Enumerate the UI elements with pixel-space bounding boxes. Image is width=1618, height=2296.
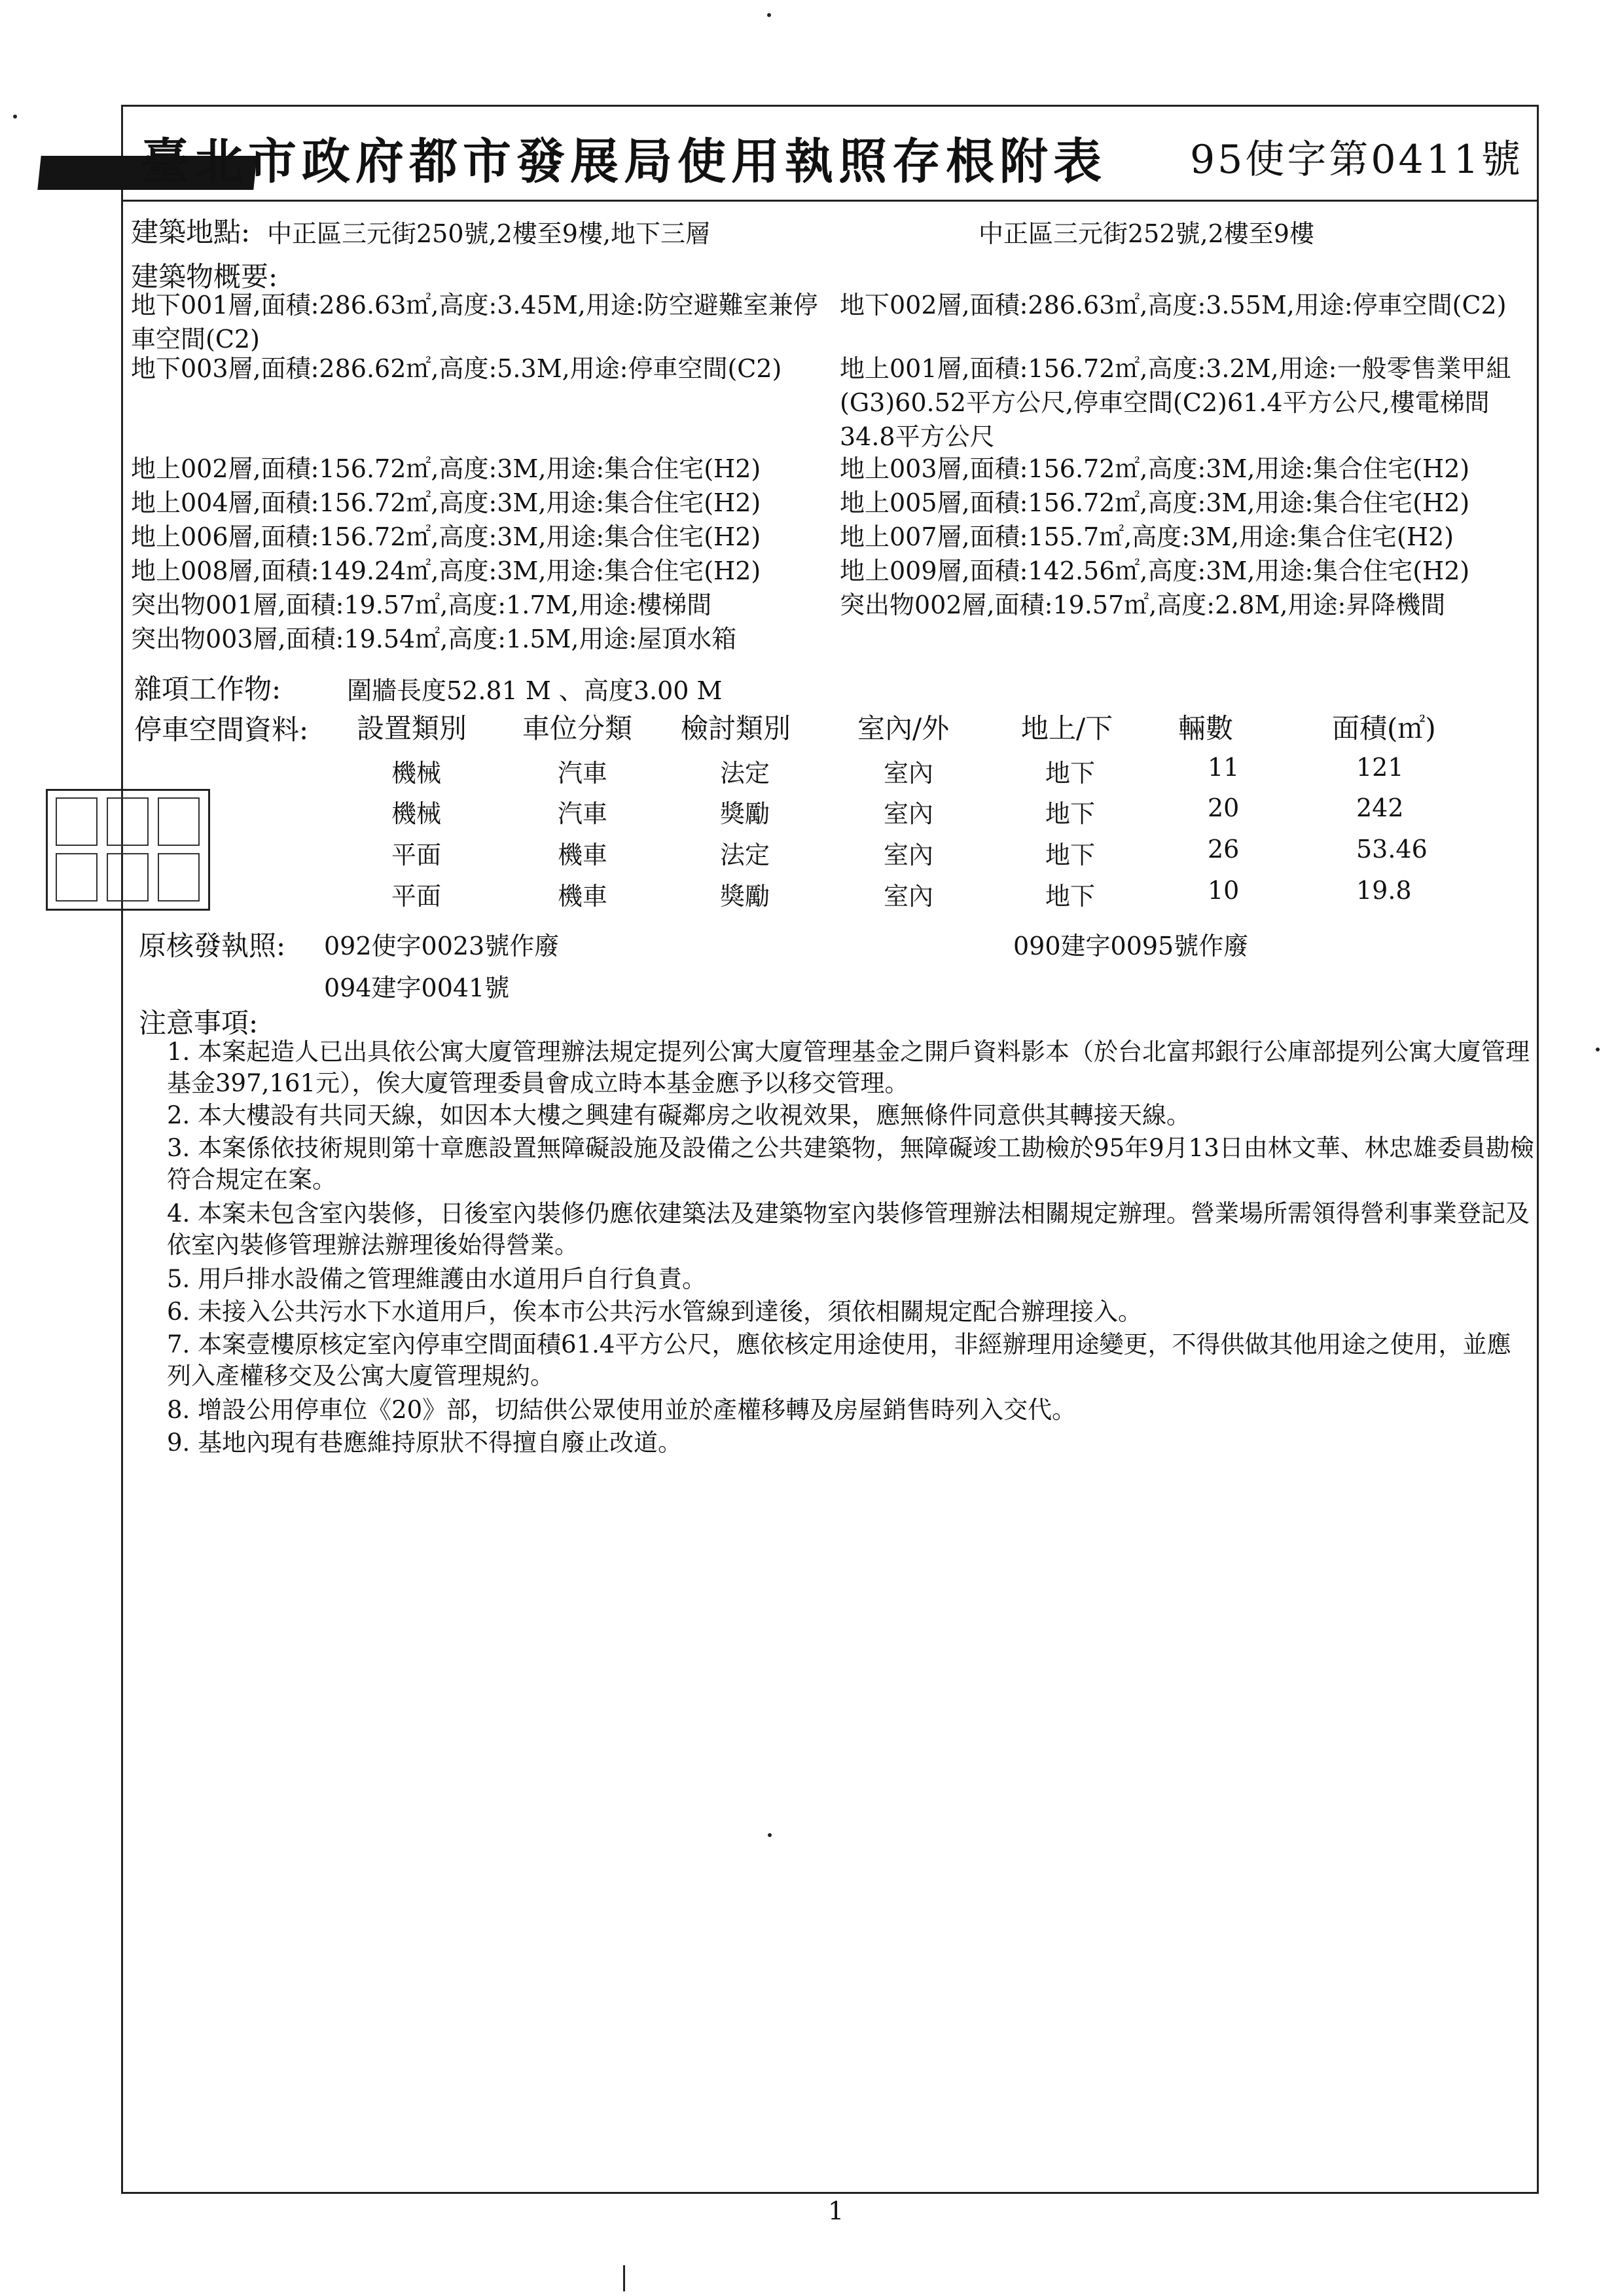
floor-5f: 地上005層,面積:156.72㎡,高度:3M,用途:集合住宅(H2): [840, 488, 1470, 517]
table-cell: 242: [1356, 793, 1404, 822]
floor-2f: 地上002層,面積:156.72㎡,高度:3M,用途:集合住宅(H2): [131, 454, 761, 483]
floor-r2: 突出物002層,面積:19.57㎡,高度:2.8M,用途:昇降機間: [840, 591, 1446, 619]
table-cell: 機械: [391, 799, 442, 828]
table-cell: 地下: [1045, 799, 1096, 828]
table-cell: 機車: [558, 882, 608, 911]
floor-b1: 地下001層,面積:286.63㎡,高度:3.45M,用途:防空避難室兼停車空間(C2): [131, 291, 818, 354]
permit-number: 95使字第0411號: [1190, 137, 1524, 183]
table-cell: 室內: [884, 759, 934, 788]
parking-header: 車位分類: [522, 712, 633, 744]
floor-7f: 地上007層,面積:155.7㎡,高度:3M,用途:集合住宅(H2): [840, 522, 1454, 551]
misc-label: 雜項工作物:: [134, 673, 281, 705]
note-item: 1. 本案起造人已出具依公寓大廈管理辦法規定提列公寓大廈管理基金之開戶資料影本（於台北富邦銀行公庫部提列公寓大廈管理基金397,161元），俟大廈管理委員會成立時本基金應予以移交管理。: [167, 1038, 1530, 1097]
notes-label: 注意事項:: [139, 1007, 259, 1039]
note-item: 5. 用戶排水設備之管理維護由水道用戶自行負責。: [167, 1265, 707, 1293]
note-item: 7. 本案壹樓原核定室內停車空間面積61.4平方公尺，應依核定用途使用，非經辦理用途變更，不得供做其他用途之使用，並應列入產權移交及公寓大廈管理規約。: [167, 1330, 1511, 1390]
original-permit-2: 090建字0095號作廢: [1013, 932, 1249, 960]
table-cell: 機車: [558, 841, 608, 869]
parking-header: 地上/下: [1021, 712, 1113, 744]
table-cell: 121: [1356, 753, 1404, 782]
parking-header: 設置類別: [357, 712, 467, 744]
note-item: 8. 增設公用停車位《20》部，切結供公眾使用並於產權移轉及房屋銷售時列入交代。: [167, 1396, 1077, 1424]
table-cell: 獎勵: [720, 799, 770, 828]
header-divider: [121, 200, 1539, 202]
table-cell: 室內: [884, 799, 934, 828]
note-item: 3. 本案係依技術規則第十章應設置無障礙設施及設備之公共建築物，無障礙竣工勘檢於95年9月13日由林文華、林忠雄委員勘檢符合規定在案。: [167, 1134, 1534, 1194]
parking-header: 檢討類別: [681, 712, 791, 744]
table-cell: 地下: [1045, 841, 1096, 869]
parking-label: 停車空間資料:: [134, 714, 309, 746]
floor-8f: 地上008層,面積:149.24㎡,高度:3M,用途:集合住宅(H2): [131, 556, 761, 585]
table-cell: 室內: [884, 882, 934, 911]
table-cell: 11: [1208, 753, 1240, 782]
scan-speck: [1596, 1048, 1600, 1051]
scan-speck: [768, 1833, 772, 1837]
overview-label: 建築物概要:: [131, 261, 278, 293]
site-label: 建築地點:: [131, 216, 251, 248]
table-cell: 26: [1208, 835, 1240, 864]
site-address-1: 中正區三元街250號,2樓至9樓,地下三層: [267, 219, 711, 248]
site-address-2: 中正區三元街252號,2樓至9樓: [979, 219, 1314, 248]
note-item: 6. 未接入公共污水下水道用戶，俟本市公共污水管線到達後，須依相關規定配合辦理接入。: [167, 1298, 1143, 1326]
floor-4f: 地上004層,面積:156.72㎡,高度:3M,用途:集合住宅(H2): [131, 488, 761, 517]
misc-value: 圍牆長度52.81 M 、高度3.00 M: [347, 676, 723, 705]
table-cell: 10: [1208, 876, 1240, 905]
parking-header: 室內/外: [857, 712, 950, 744]
note-item: 4. 本案未包含室內裝修，日後室內裝修仍應依建築法及建築物室內裝修管理辦法相關規定辦理。營業場所需領得營利事業登記及依室內裝修管理辦法辦理後始得營業。: [167, 1199, 1530, 1259]
table-cell: 汽車: [558, 759, 608, 788]
floor-r3: 突出物003層,面積:19.54㎡,高度:1.5M,用途:屋頂水箱: [131, 625, 737, 653]
note-item: 2. 本大樓設有共同天線，如因本大樓之興建有礙鄰房之收視效果，應無條件同意供其轉接天線。: [167, 1101, 1191, 1129]
scan-speck: [13, 115, 17, 118]
floor-3f: 地上003層,面積:156.72㎡,高度:3M,用途:集合住宅(H2): [840, 454, 1470, 483]
table-cell: 19.8: [1356, 876, 1412, 905]
scan-speck: [623, 2265, 625, 2291]
table-cell: 53.46: [1356, 835, 1428, 864]
original-permit-3: 094建字0041號: [324, 974, 510, 1002]
original-permit-label: 原核發執照:: [139, 930, 286, 962]
floor-b2: 地下002層,面積:286.63㎡,高度:3.55M,用途:停車空間(C2): [840, 291, 1507, 319]
table-cell: 20: [1208, 793, 1240, 822]
table-cell: 平面: [391, 841, 442, 869]
scan-speck: [767, 13, 771, 17]
table-cell: 地下: [1045, 759, 1096, 788]
floor-9f: 地上009層,面積:142.56㎡,高度:3M,用途:集合住宅(H2): [840, 556, 1470, 585]
floor-6f: 地上006層,面積:156.72㎡,高度:3M,用途:集合住宅(H2): [131, 522, 761, 551]
table-cell: 法定: [720, 759, 770, 788]
table-cell: 汽車: [558, 799, 608, 828]
table-cell: 法定: [720, 841, 770, 869]
floor-r1: 突出物001層,面積:19.57㎡,高度:1.7M,用途:樓梯間: [131, 591, 712, 619]
table-cell: 獎勵: [720, 882, 770, 911]
note-item: 9. 基地內現有巷應維持原狀不得擅自廢止改道。: [167, 1429, 683, 1457]
document-title: 臺北市政府都市發展局使用執照存根附表: [141, 134, 1107, 190]
parking-header: 面積(㎡): [1332, 712, 1436, 744]
page-number: 1: [828, 2196, 844, 2225]
original-permit-1: 092使字0023號作廢: [324, 932, 560, 960]
table-cell: 機械: [391, 759, 442, 788]
floor-b3: 地下003層,面積:286.62㎡,高度:5.3M,用途:停車空間(C2): [131, 354, 782, 383]
parking-header: 輛數: [1178, 712, 1234, 744]
table-cell: 室內: [884, 841, 934, 869]
table-cell: 地下: [1045, 882, 1096, 911]
table-cell: 平面: [391, 882, 442, 911]
floor-1f: 地上001層,面積:156.72㎡,高度:3.2M,用途:一般零售業甲組(G3)60.52平方公尺,停車空間(C2)61.4平方公尺,樓電梯間34.8平方公尺: [840, 354, 1511, 451]
official-seal: [46, 789, 210, 911]
